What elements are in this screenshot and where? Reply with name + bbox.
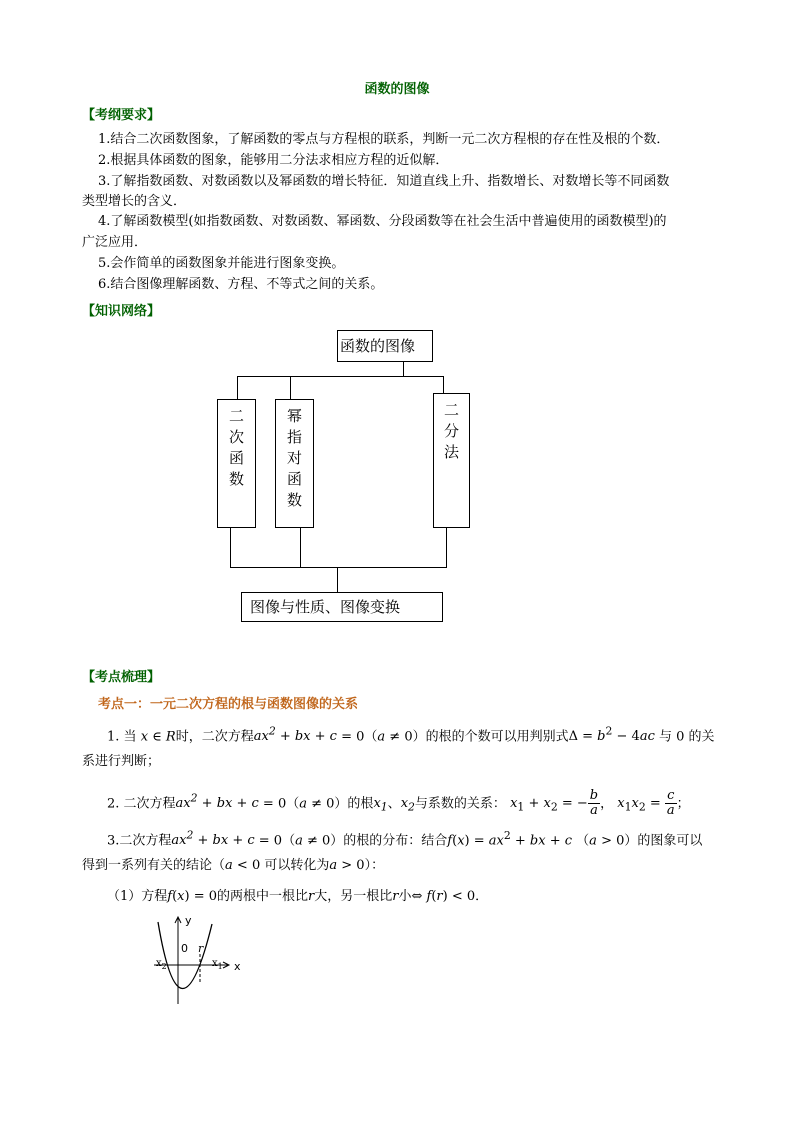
text: 的图象可以 <box>637 833 703 849</box>
formula: $x_1$ <box>373 796 388 814</box>
char: 二 <box>228 407 244 425</box>
char: 分 <box>443 422 459 440</box>
paragraph-2: 2. 二次方程$ax^2$ + bx + c = 0（a ≠ 0）的根$x_1$、$x_2$与系数的关系： $x_1 + x_2$ = − $\frac{b}{a}$ ， $x_1x_2$ = $\frac{c}{a}$ ； <box>107 788 690 819</box>
paragraph-3: 3.二次方程$ax^2$ + bx + c = 0（a ≠ 0）的根的分布：结合$f(x) = ax^2$ + bx + c （a > 0）的图象可以 <box>107 829 703 849</box>
formula: $x_2$ <box>400 796 415 814</box>
char: 幂 <box>286 407 302 425</box>
diagram-box-quadratic <box>217 399 256 528</box>
formula: f <box>447 833 453 849</box>
x1-label <box>212 958 223 971</box>
kaodian-1-title: 考点一：一元二次方程的根与函数图像的关系 <box>98 697 359 712</box>
requirement-5: 5.会作简单的函数图象并能进行图象变换。 <box>98 256 345 271</box>
connector <box>337 567 338 592</box>
parabola-curve <box>158 922 212 989</box>
connector <box>300 527 301 567</box>
formula-product: $x_1x_2$ = $\frac{c}{a}$ <box>617 788 675 819</box>
char: 对 <box>286 449 302 467</box>
requirement-2: 2.根据具体函数的图象，能够用二分法求相应方程的近似解． <box>98 153 449 168</box>
section-network-heading: 【知识网络】 <box>82 304 161 319</box>
text: 的根的分布：结合 <box>343 833 448 849</box>
text: ． <box>475 889 489 904</box>
connector <box>403 361 404 376</box>
diagram-box-power-exp-log <box>275 399 314 528</box>
formula: $ax^2$ + bx + c <box>253 725 337 745</box>
requirement-6: 6.结合图像理解函数、方程、不等式之间的关系。 <box>98 277 384 292</box>
text: 小⇔ <box>398 889 423 904</box>
char: 指 <box>286 428 302 446</box>
r-label: r <box>198 942 204 955</box>
connector <box>237 376 443 377</box>
char: 数 <box>286 491 302 509</box>
x2-sub: 2 <box>161 962 167 971</box>
y-label: y <box>185 914 192 927</box>
requirement-1: 1.结合二次函数图象，了解函数的零点与方程根的联系，判断一元二次方程根的存在性及根的个数． <box>98 132 670 147</box>
text: 与系数的关系： <box>414 796 506 812</box>
char: 次 <box>228 428 244 446</box>
char: 函 <box>286 470 302 488</box>
page-title: 函数的图像 <box>364 82 430 97</box>
text: 3.二次方程 <box>107 833 172 849</box>
text: 、 <box>387 796 401 812</box>
requirement-3-cont: 类型增长的含义． <box>82 194 187 209</box>
requirement-4: 4.了解函数模型(如指数函数、对数函数、幂函数、分段函数等在社会生活中普遍使用的函数模型)的 <box>98 214 667 229</box>
connector <box>230 567 447 568</box>
text: 与 0 的关 <box>658 729 715 745</box>
formula: f <box>167 889 173 904</box>
text: 大，另一根比 <box>314 889 393 904</box>
text: 的根的个数可以用判别式 <box>425 729 569 745</box>
text: （1）方程 <box>107 889 168 904</box>
char: 二 <box>443 401 459 419</box>
connector <box>446 527 447 567</box>
char: 函 <box>228 449 244 467</box>
formula: r <box>308 889 315 904</box>
connector <box>443 376 444 393</box>
connector <box>230 527 231 567</box>
paragraph-4: （1）方程f(x) = 0的两根中一根比r大，另一根比r小⇔ f(r) < 0． <box>107 889 489 904</box>
parabola-graph <box>150 914 260 1004</box>
diagram-box-bisection <box>433 393 470 528</box>
text: 1. 当 <box>107 729 137 745</box>
diagram-top-box: 函数的图像 <box>337 330 433 362</box>
x1-base: x <box>212 958 218 969</box>
formula: a <box>225 858 233 873</box>
requirement-3: 3.了解指数函数、对数函数以及幂函数的增长特征．知道直线上升、指数增长、对数增长等不同函数 <box>98 174 670 189</box>
connector <box>290 376 291 399</box>
text: 的根 <box>347 796 374 812</box>
formula-sum: $x_1 + x_2$ = − $\frac{b}{a}$ <box>510 788 599 819</box>
text: 可以转化为 <box>264 858 330 873</box>
requirement-4-cont: 广泛应用． <box>82 235 148 250</box>
origin-label: 0 <box>181 942 188 955</box>
text: ）： <box>364 858 385 873</box>
x2-base: x <box>156 958 162 969</box>
formula: a <box>329 858 338 873</box>
char: 数 <box>228 470 244 488</box>
formula: $ax^2$ + bx + c <box>175 792 259 812</box>
connector <box>237 376 238 399</box>
text: 得到一系列有关的结论（ <box>82 858 226 873</box>
paragraph-1: 1. 当 x ∈ R时，二次方程$ax^2$ + bx + c = 0（a ≠ 0）的根的个数可以用判别式$\Delta = b^2 - 4ac$ 与 0 的关 <box>107 725 715 745</box>
x2-label <box>156 958 167 971</box>
char: 法 <box>443 443 459 461</box>
x1-sub: 1 <box>217 962 223 971</box>
formula: $ax^2$ + bx + c <box>171 829 255 849</box>
formula: x ∈ R <box>140 729 176 745</box>
diagram-bottom-box: 图像与性质、图像变换 <box>241 592 443 622</box>
text: 2. 二次方程 <box>107 796 176 812</box>
text: 时，二次方程 <box>175 729 254 745</box>
formula: $\Delta = b^2 - 4ac$ <box>568 725 655 745</box>
paragraph-1-cont: 系进行判断； <box>82 754 161 769</box>
text: 的两根中一根比 <box>217 889 309 904</box>
formula: f <box>426 889 432 904</box>
formula: r <box>392 889 399 904</box>
paragraph-3-cont: 得到一系列有关的结论（a < 0 可以转化为a > 0）： <box>82 858 385 873</box>
x-label: x <box>234 960 241 973</box>
section-review-heading: 【考点梳理】 <box>82 670 161 685</box>
section-requirements-heading: 【考纲要求】 <box>82 108 161 123</box>
